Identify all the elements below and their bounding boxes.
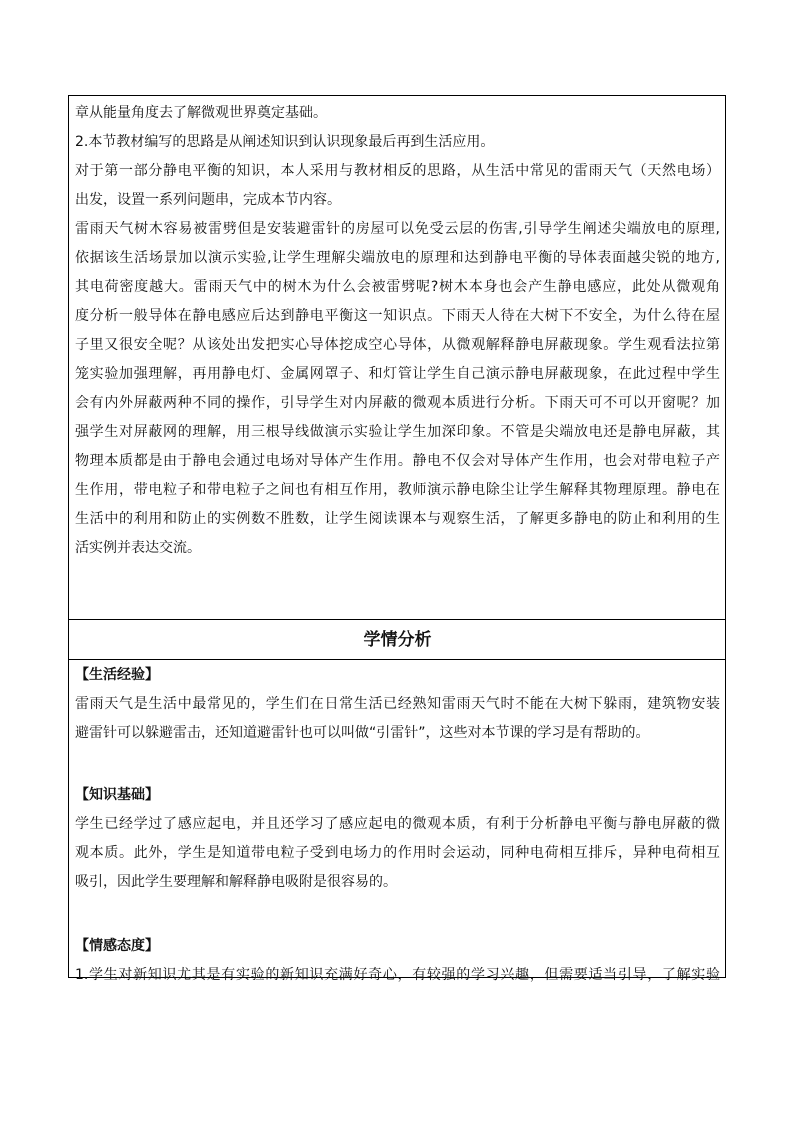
para2-line: 度分析一般导体在静电感应后达到静电平衡这一知识点。下雨天人待在大树下不安全，为什么待在屋	[75, 308, 720, 324]
lesson-plan-table	[68, 95, 726, 983]
textbook-analysis-cell	[69, 96, 725, 620]
spacer	[75, 897, 720, 932]
para2-line: 依据该生活场景加以演示实验,让学生理解尖端放电的原理和达到静电平衡的导体表面越尖锐的地方,	[75, 250, 720, 266]
para1-line: 出发，设置一系列问题串，完成本节内容。	[75, 192, 341, 208]
intro-line: 章从能量角度去了解微观世界奠定基础。	[75, 105, 327, 121]
para2-line: 强学生对屏蔽网的理解，用三根导线做演示实验让学生加深印象。不管是尖端放电还是静电屏蔽，其	[75, 424, 720, 440]
knowledge-base-line: 吸引，因此学生要理解和解释静电吸附是很容易的。	[75, 874, 397, 890]
knowledge-base-line: 学生已经学过了感应起电，并且还学习了感应起电的微观本质，有利于分析静电平衡与静电屏蔽的微	[75, 816, 720, 832]
para2-line: 笼实验加强理解，再用静电灯、金属网罩子、和灯管让学生自己演示静电屏蔽现象，在此过程中学生	[75, 366, 720, 382]
point-2: 2.本节教材编写的思路是从阐述知识到认识现象最后再到生活应用。	[75, 134, 495, 150]
para2-line: 活实例并表达交流。	[75, 540, 201, 556]
section-header-cell	[69, 620, 725, 660]
para2-line: 其电荷密度越大。雷雨天气中的树木为什么会被雷劈呢?树木本身也会产生静电感应，此处从微观角	[75, 279, 720, 295]
knowledge-base-heading: 【知识基础】	[75, 787, 159, 803]
para2-line: 子里又很安全呢？从该处出发把实心导体挖成空心导体，从微观解释静电屏蔽现象。学生观看法拉第	[75, 337, 720, 353]
section-title: 学情分析	[363, 630, 432, 650]
spacer	[75, 748, 720, 781]
para1-line: 对于第一部分静电平衡的知识，本人采用与教材相反的思路，从生活中常见的雷雨天气（天然电场）	[75, 163, 720, 179]
knowledge-base-line: 观本质。此外，学生是知道带电粒子受到电场力的作用时会运动，同种电荷相互排斥，异种电荷相互	[75, 845, 720, 861]
life-experience-line: 避雷针可以躲避雷击，还知道避雷针也可以叫做“引雷针”，这些对本节课的学习是有帮助的。	[75, 725, 650, 741]
para2-line: 会有内外屏蔽两种不同的操作，引导学生对内屏蔽的微观本质进行分析。下雨天可不可以开窗呢？加	[75, 395, 720, 411]
para2-line: 雷雨天气树木容易被雷劈但是安装避雷针的房屋可以免受云层的伤害,引导学生阐述尖端放电的原理,	[75, 221, 720, 237]
emotion-attitude-heading: 【情感态度】	[75, 938, 159, 954]
para2-line: 生活中的利用和防止的实例数不胜数，让学生阅读课本与观察生活，了解更多静电的防止和利用的生	[75, 511, 720, 527]
emotion-attitude-line: 1.学生对新知识尤其是有实验的新知识充满好奇心，有较强的学习兴趣，但需要适当引导，了解实验	[75, 967, 720, 983]
life-experience-heading: 【生活经验】	[75, 667, 159, 683]
student-analysis-cell	[69, 660, 725, 983]
life-experience-line: 雷雨天气是生活中最常见的，学生们在日常生活已经熟知雷雨天气时不能在大树下躲雨，建筑物安装	[75, 696, 720, 712]
para2-line: 物理本质都是由于静电会通过电场对导体产生作用。静电不仅会对导体产生作用，也会对带电粒子产	[75, 453, 720, 469]
para2-line: 生作用，带电粒子和带电粒子之间也有相互作用，教师演示静电除尘让学生解释其物理原理。静电在	[75, 482, 720, 498]
